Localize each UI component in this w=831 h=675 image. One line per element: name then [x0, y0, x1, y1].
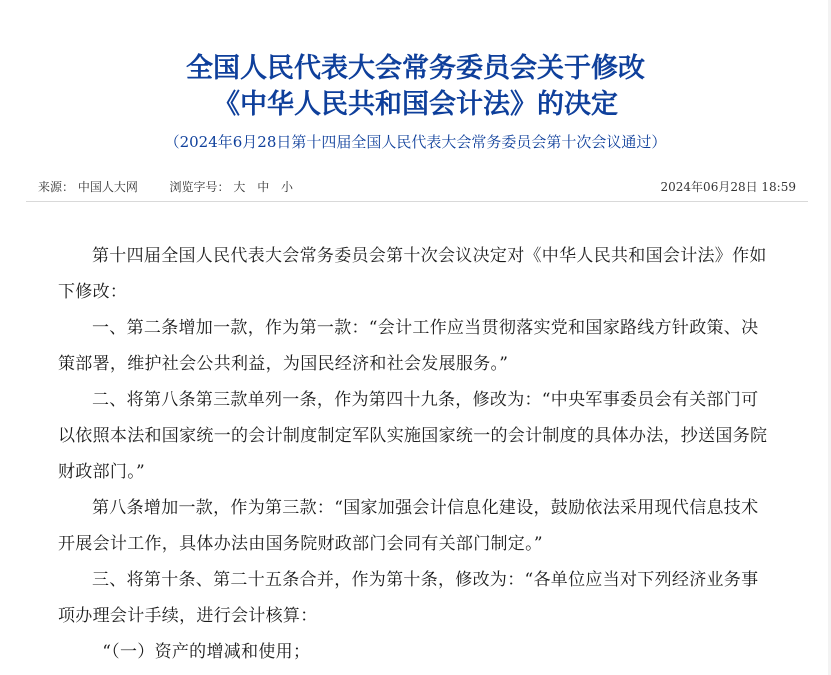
font-size-medium-button[interactable]: 中 — [257, 180, 270, 194]
paragraph-item-2-addendum: 第八条增加一款，作为第三款：“国家加强会计信息化建设，鼓励依法采用现代信息技术开展会计工作，具体办法由国务院财政部门会同有关部门制定。” — [58, 498, 759, 554]
meta-left — [38, 178, 301, 195]
page-title — [0, 51, 831, 123]
paragraph-sub-item-1: “（一）资产的增减和使用； — [102, 642, 311, 662]
source-label: 来源： — [38, 180, 75, 194]
paragraph-item-2: 二、将第八条第三款单列一条，作为第四十九条，修改为：“中央军事委员会有关部门可以依照本法和国家统一的会计制度制定军队实施国家统一的会计制度的具体办法，抄送国务院财政部门。” — [58, 390, 768, 482]
publish-date: 2024年06月28日 18:59 — [660, 180, 796, 194]
meta-divider — [26, 201, 808, 202]
article-body — [58, 238, 768, 670]
paragraph-item-1: 一、第二条增加一款，作为第一款：“会计工作应当贯彻落实党和国家路线方针政策、决策部署，维护社会公共利益，为国民经济和社会发展服务。” — [58, 318, 759, 374]
page-subtitle: （2024年6月28日第十四届全国人民代表大会常务委员会第十次会议通过） — [164, 133, 667, 151]
meta-bar — [26, 178, 808, 198]
paragraph-item-3: 三、将第十条、第二十五条合并，作为第十条，修改为：“各单位应当对下列经济业务事项办理会计手续，进行会计核算： — [58, 570, 759, 626]
font-size-small-button[interactable]: 小 — [281, 180, 294, 194]
title-line-2: 《中华人民共和国会计法》的决定 — [213, 89, 618, 120]
title-line-1: 全国人民代表大会常务委员会关于修改 — [186, 53, 645, 84]
font-size-label: 浏览字号： — [169, 180, 230, 194]
source-link[interactable]: 中国人大网 — [77, 180, 138, 194]
paragraph-intro: 第十四届全国人民代表大会常务委员会第十次会议决定对《中华人民共和国会计法》作如下修改： — [58, 246, 767, 302]
font-size-large-button[interactable]: 大 — [233, 180, 246, 194]
font-size-options — [233, 180, 301, 194]
